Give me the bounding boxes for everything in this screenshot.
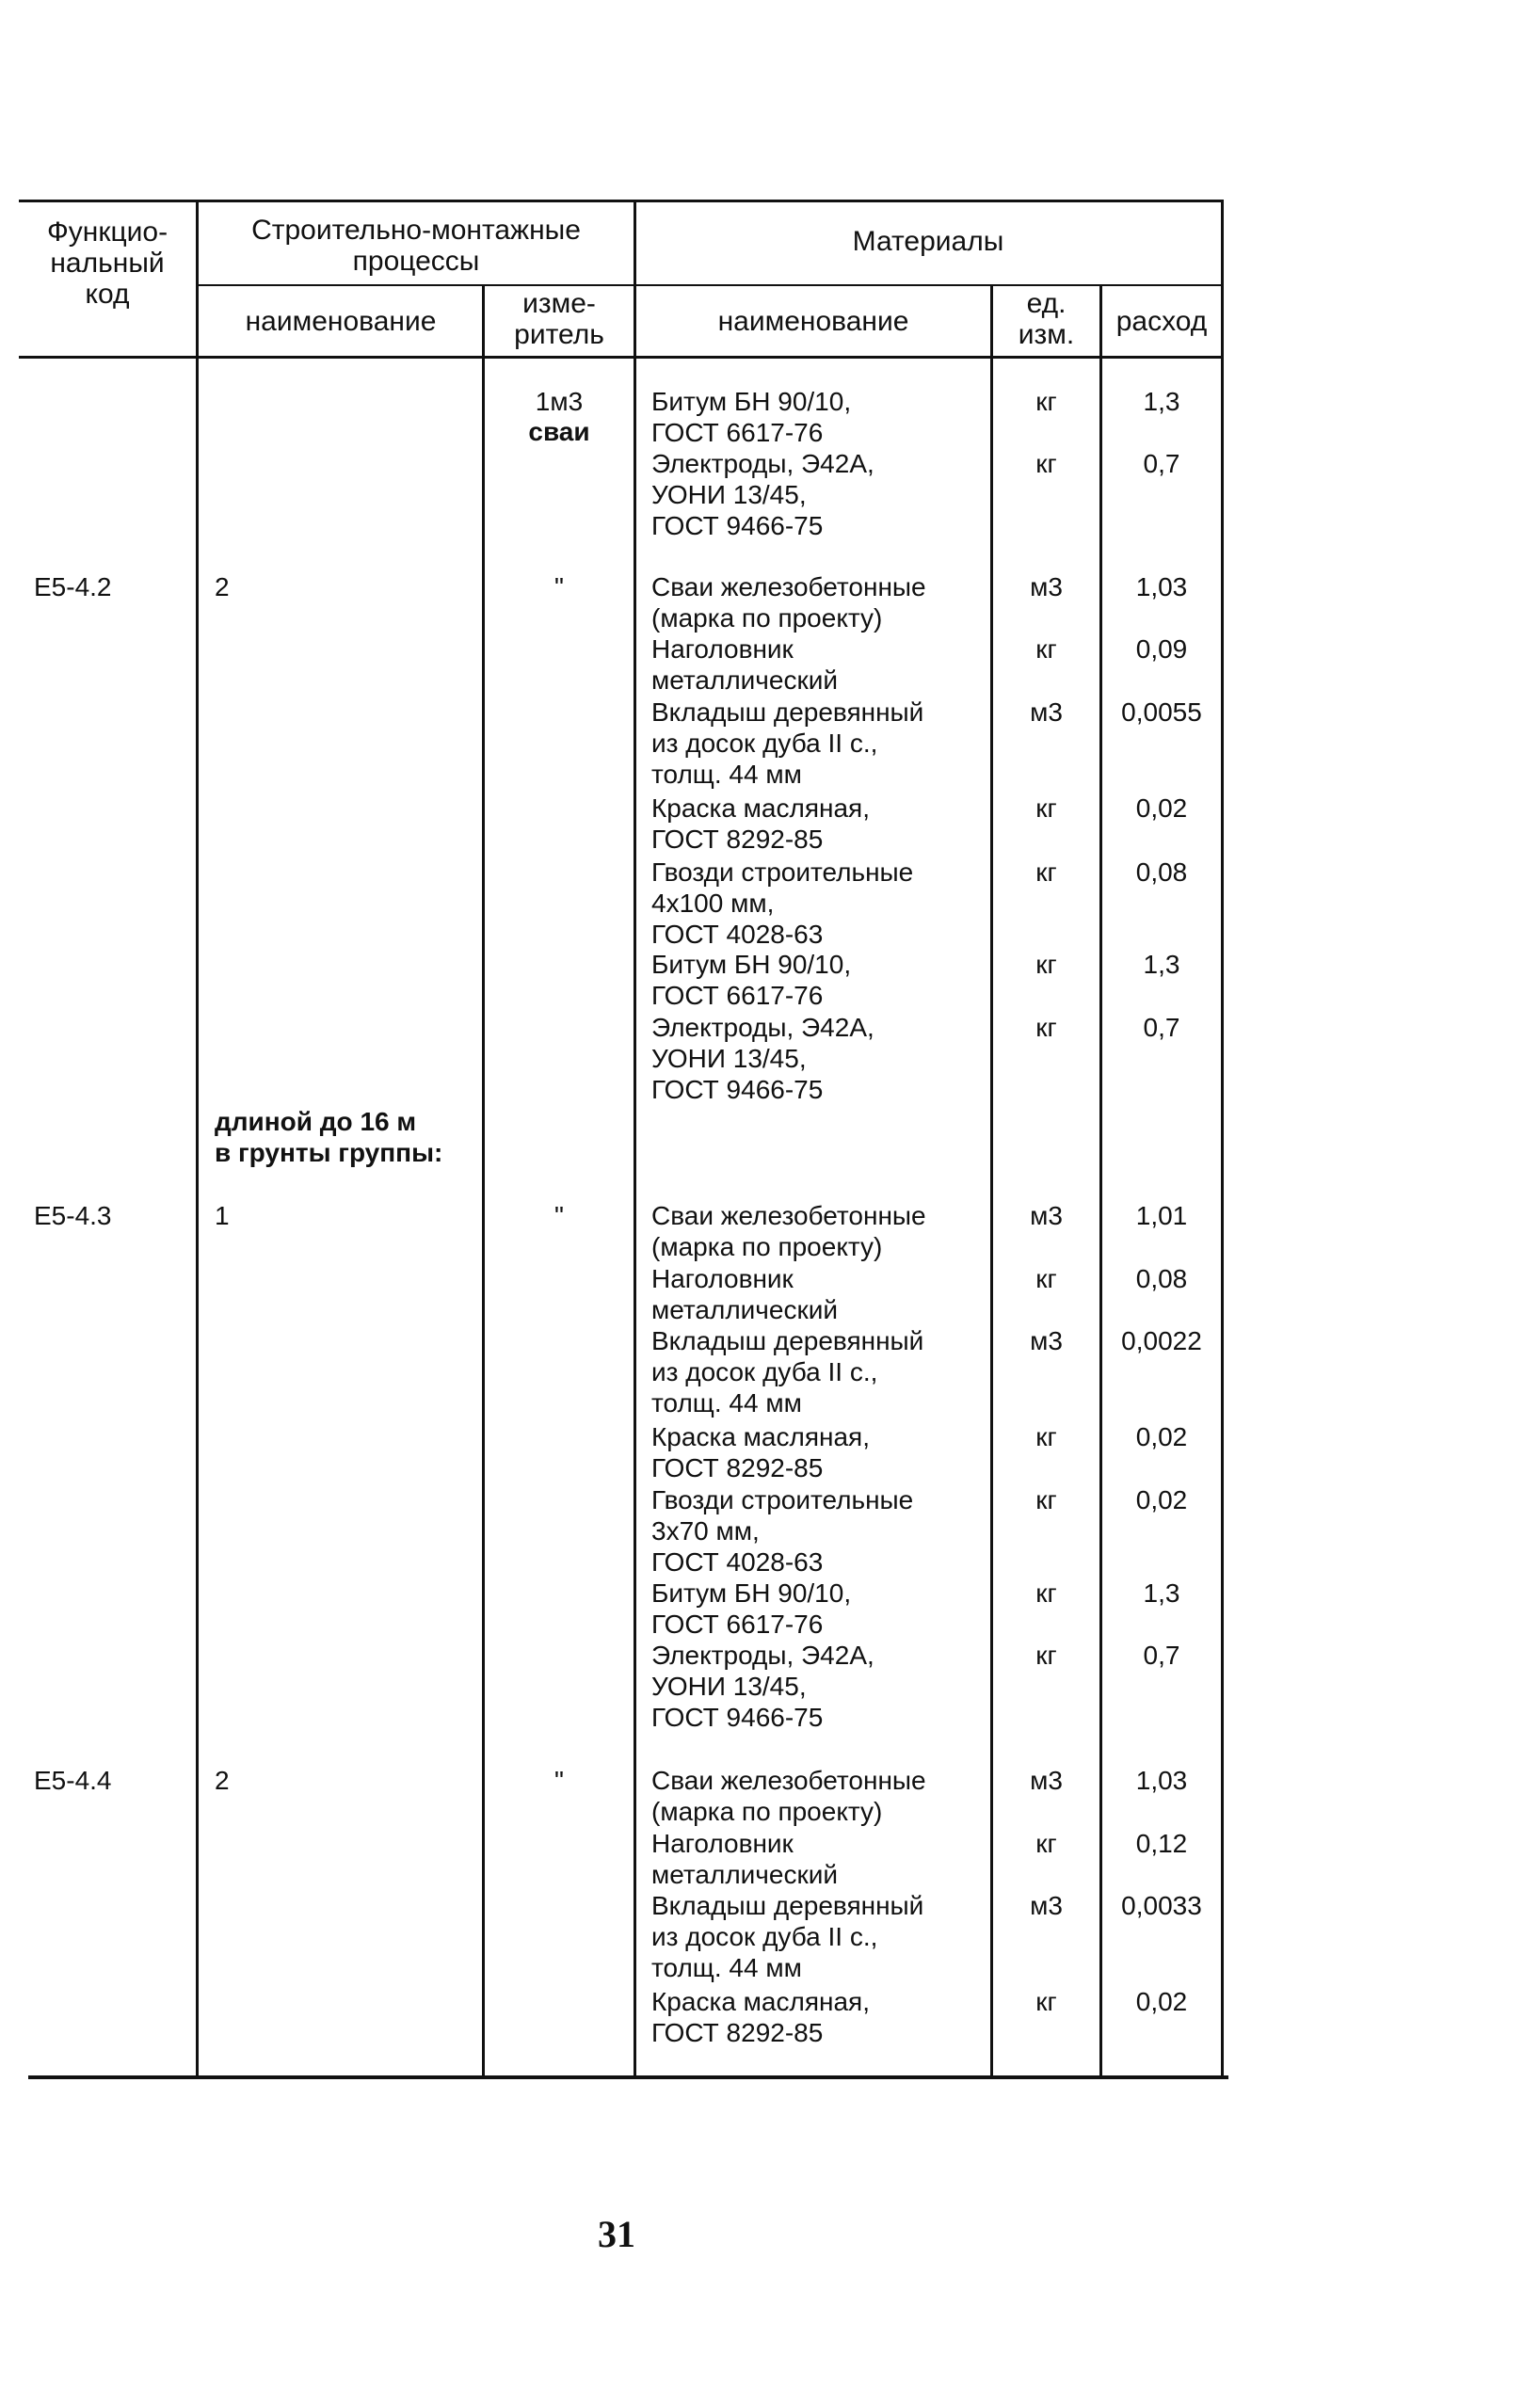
cell-mu: кг <box>1035 793 1057 823</box>
cell-rate: 0,0055 <box>1121 697 1202 727</box>
cell-rate: 0,7 <box>1143 1013 1180 1042</box>
cell-unit: " <box>554 1201 564 1230</box>
cell-mat: Краска масляная, ГОСТ 8292-85 <box>651 1422 870 1482</box>
cell-rate: 1,3 <box>1143 387 1180 416</box>
header-mat-unit: ед. изм. <box>1018 288 1075 350</box>
cell-mu: м3 <box>1030 1326 1063 1355</box>
cell-mat: Краска масляная, ГОСТ 8292-85 <box>651 1987 870 2047</box>
cell-mu: кг <box>1035 1485 1057 1514</box>
cell-rate: 0,08 <box>1135 857 1188 887</box>
cell-code: Е5-4.3 <box>34 1201 112 1230</box>
header-materials: Материалы <box>852 226 1004 257</box>
cell-mat: Электроды, Э42А, УОНИ 13/45, ГОСТ 9466-75 <box>651 449 874 540</box>
header-mat-name: наименование <box>717 306 909 337</box>
cell-mu: м3 <box>1030 1891 1063 1920</box>
cell-rate: 0,08 <box>1135 1264 1188 1293</box>
cell-unit: 1м3 <box>535 387 584 416</box>
cell-proc: длиной до 16 м в грунты группы: <box>215 1107 443 1167</box>
cell-proc: 1 <box>215 1201 230 1230</box>
cell-rate: 0,02 <box>1135 1485 1188 1514</box>
cell-rate: 0,09 <box>1135 634 1188 664</box>
cell-rate: 0,12 <box>1135 1829 1188 1858</box>
cell-mat: Краска масляная, ГОСТ 8292-85 <box>651 793 870 854</box>
cell-mat: Гвозди строительные 4х100 мм, ГОСТ 4028-63 <box>651 857 914 949</box>
cell-mu: м3 <box>1030 1766 1063 1795</box>
cell-rate: 1,3 <box>1143 1578 1180 1608</box>
cell-mu: кг <box>1035 857 1057 887</box>
cell-mu: кг <box>1035 1264 1057 1293</box>
cell-mu: кг <box>1035 449 1057 478</box>
cell-rate: 0,02 <box>1135 1422 1188 1451</box>
cell-unit: сваи <box>528 417 590 446</box>
cell-mat: Сваи железобетонные (марка по проекту) <box>651 572 926 633</box>
cell-rate: 0,0033 <box>1121 1891 1202 1920</box>
cell-mat: Вкладыш деревянный из досок дуба II с., толщ. 44 мм <box>651 1326 924 1418</box>
table-top-border <box>19 200 1224 202</box>
cell-rate: 0,02 <box>1135 1987 1188 2016</box>
cell-unit: " <box>554 1766 564 1795</box>
cell-mu: кг <box>1035 1829 1057 1858</box>
cell-mu: кг <box>1035 1422 1057 1451</box>
cell-rate: 1,01 <box>1135 1201 1188 1230</box>
cell-mat: Битум БН 90/10, ГОСТ 6617-76 <box>651 950 852 1010</box>
col-divider-mat <box>634 200 636 2077</box>
cell-mat: Битум БН 90/10, ГОСТ 6617-76 <box>651 1578 852 1639</box>
col-divider-code <box>196 200 199 2077</box>
cell-code: Е5-4.2 <box>34 572 112 601</box>
cell-mat: Наголовник металлический <box>651 1829 838 1889</box>
cell-mat: Битум БН 90/10, ГОСТ 6617-76 <box>651 387 852 447</box>
cell-rate: 0,7 <box>1143 449 1180 478</box>
cell-mat: Вкладыш деревянный из досок дуба II с., толщ. 44 мм <box>651 697 924 789</box>
page-number: 31 <box>598 2213 635 2255</box>
cell-mat: Наголовник металлический <box>651 1264 838 1324</box>
cell-mat: Наголовник металлический <box>651 634 838 695</box>
cell-mat: Сваи железобетонные (марка по проекту) <box>651 1201 926 1261</box>
cell-mu: кг <box>1035 387 1057 416</box>
cell-mat: Электроды, Э42А, УОНИ 13/45, ГОСТ 9466-75 <box>651 1013 874 1104</box>
cell-mu: кг <box>1035 1013 1057 1042</box>
cell-mu: кг <box>1035 1987 1057 2016</box>
header-processes: Строительно-монтажные процессы <box>251 215 581 277</box>
cell-code: Е5-4.4 <box>34 1766 112 1795</box>
cell-unit: " <box>554 572 564 601</box>
cell-rate: 1,3 <box>1143 950 1180 979</box>
cell-mu: м3 <box>1030 572 1063 601</box>
table-right-border <box>1221 200 1224 2077</box>
cell-mu: кг <box>1035 1641 1057 1670</box>
col-divider-proc <box>482 284 485 2077</box>
header-proc-unit: изме- ритель <box>514 288 604 350</box>
header-code: Функцио- нальный код <box>46 216 168 310</box>
cell-mat: Сваи железобетонные (марка по проекту) <box>651 1766 926 1826</box>
cell-mat: Электроды, Э42А, УОНИ 13/45, ГОСТ 9466-75 <box>651 1641 874 1732</box>
cell-rate: 1,03 <box>1135 1766 1188 1795</box>
header-mat-rate: расход <box>1115 306 1208 337</box>
col-divider-rate <box>1099 284 1102 2077</box>
header-divider <box>198 284 1224 286</box>
header-proc-name: наименование <box>245 306 437 337</box>
cell-mat: Гвозди строительные 3х70 мм, ГОСТ 4028-63 <box>651 1485 914 1577</box>
cell-rate: 0,0022 <box>1121 1326 1202 1355</box>
cell-rate: 1,03 <box>1135 572 1188 601</box>
cell-mu: кг <box>1035 950 1057 979</box>
cell-mu: кг <box>1035 1578 1057 1608</box>
header-bottom-border <box>19 356 1224 359</box>
cell-mu: м3 <box>1030 1201 1063 1230</box>
table-bottom-border <box>28 2075 1228 2079</box>
col-divider-unit <box>990 284 993 2077</box>
cell-proc: 2 <box>215 572 230 601</box>
cell-mu: кг <box>1035 634 1057 664</box>
cell-proc: 2 <box>215 1766 230 1795</box>
cell-mu: м3 <box>1030 697 1063 727</box>
cell-rate: 0,7 <box>1143 1641 1180 1670</box>
cell-mat: Вкладыш деревянный из досок дуба II с., толщ. 44 мм <box>651 1891 924 1982</box>
cell-rate: 0,02 <box>1135 793 1188 823</box>
